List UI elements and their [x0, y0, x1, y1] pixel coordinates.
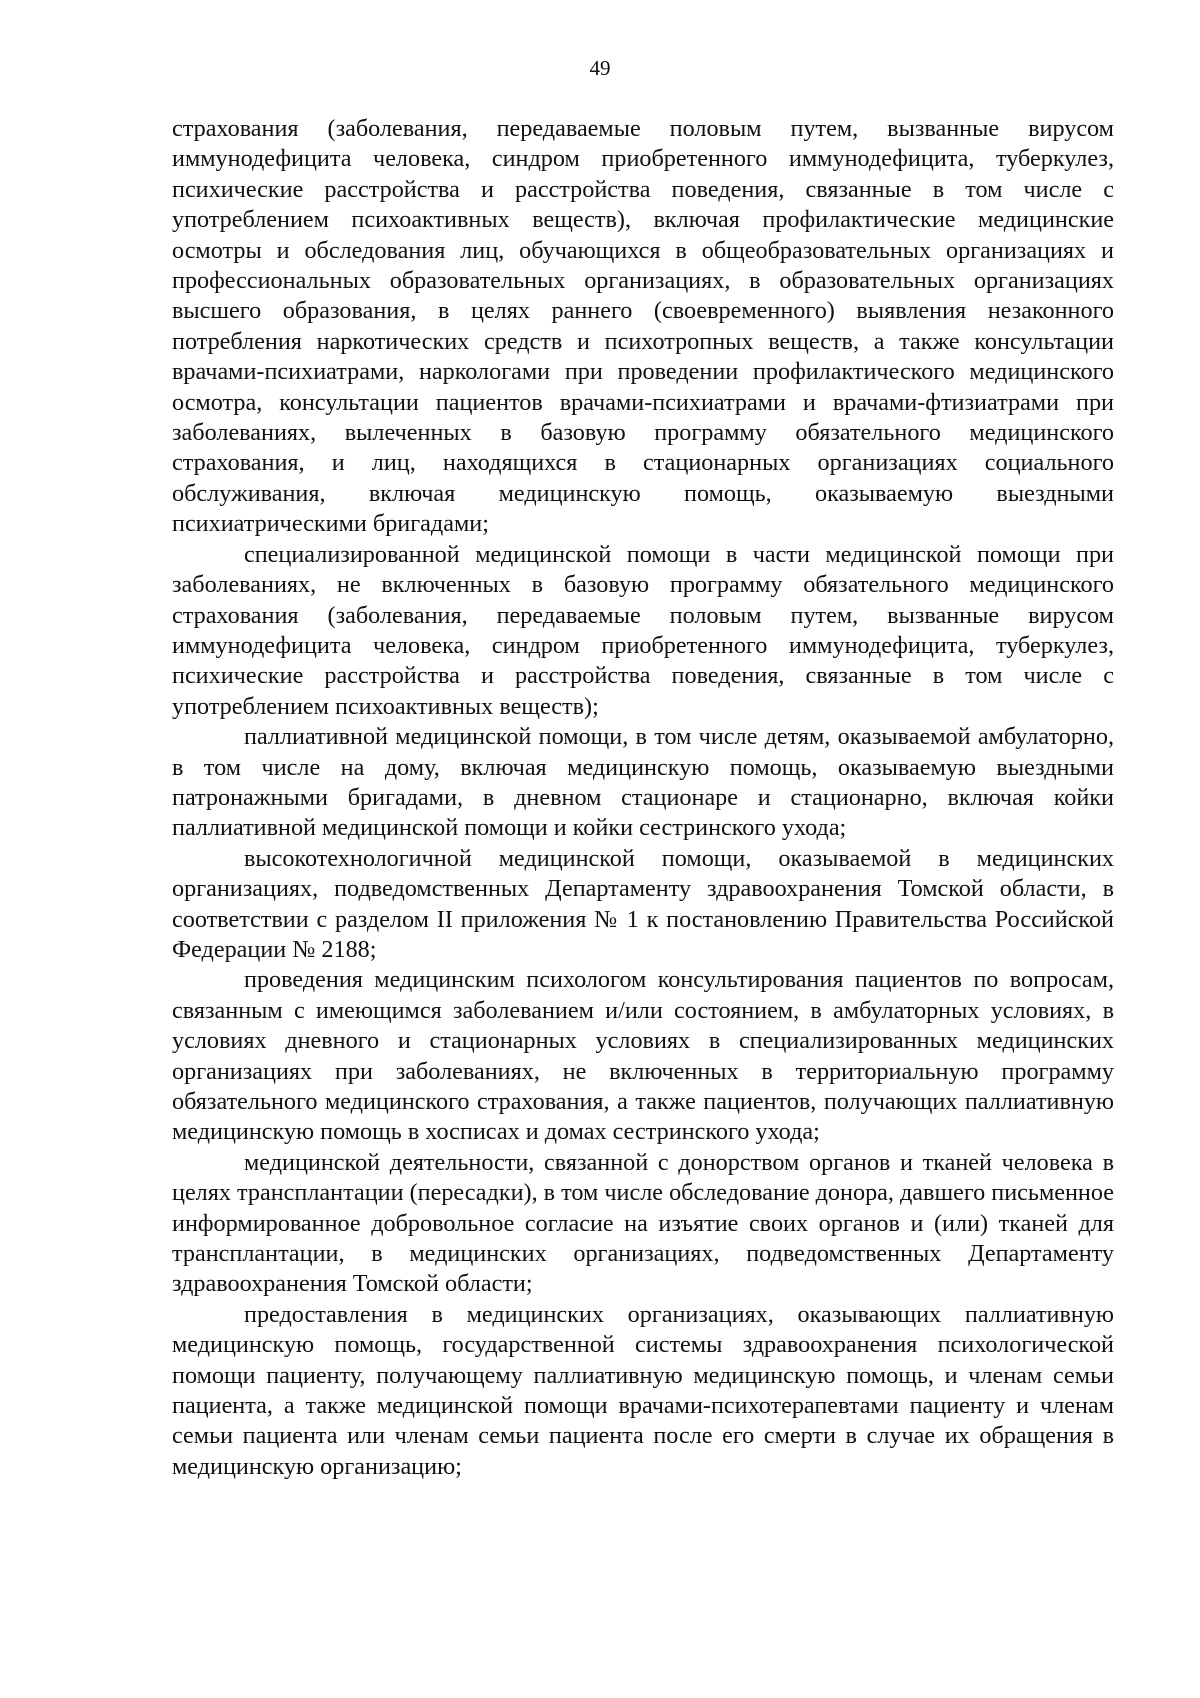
paragraph-psychological-support: предоставления в медицинских организациях, оказывающих паллиативную медицинскую помощь, государственной системы здравоохранения психологической помощи пациенту, получающему паллиативную медицинскую помощь, и членам семьи пациента, а также медицинской помощи врачами-психотерапевтами пациенту и членам семьи пациента или членам семьи пациента после его смерти в случае их обращения в медицинскую организацию;	[172, 1300, 1114, 1480]
paragraph-palliative-care: паллиативной медицинской помощи, в том числе детям, оказываемой амбулаторно, в том числе на дому, включая медицинскую помощь, оказываемую выездными патронажными бригадами, в дневном стационаре и стационарно, включая койки паллиативной медицинской помощи и койки сестринского ухода;	[172, 723, 1114, 842]
paragraph-continuation: страхования (заболевания, передаваемые половым путем, вызванные вирусом иммунодефицита человека, синдром приобретенного иммунодефицита, туберкулез, психические расстройства и расстройства поведения, связанные в том числе с употреблением психоактивных веществ), включая профилактические медицинские осмотры и обследования лиц, обучающихся в общеобразовательных организациях и профессиональных образовательных организациях, в образовательных организациях высшего образования, в целях раннего (своевременного) выявления незаконного потребления наркотических средств и психотропных веществ, а также консультации врачами-психиатрами, наркологами при проведении профилактического медицинского осмотра, консультации пациентов врачами-психиатрами и врачами-фтизиатрами при заболеваниях, вылеченных в базовую программу обязательного медицинского страхования, и лиц, находящихся в стационарных организациях социального обслуживания, включая медицинскую помощь, оказываемую выездными психиатрическими бригадами;	[172, 115, 1114, 538]
document-body	[172, 114, 1114, 1482]
paragraph-high-tech-care: высокотехнологичной медицинской помощи, оказываемой в медицинских организациях, подведомственных Департаменту здравоохранения Томской области, в соответствии с разделом II приложения № 1 к постановлению Правительства Российской Федерации № 2188;	[172, 844, 1114, 963]
paragraph-specialized-care: специализированной медицинской помощи в части медицинской помощи при заболеваниях, не включенных в базовую программу обязательного медицинского страхования (заболевания, передаваемые половым путем, вызванные вирусом иммунодефицита человека, синдром приобретенного иммунодефицита, туберкулез, психические расстройства и расстройства поведения, связанные в том числе с употреблением психоактивных веществ);	[172, 540, 1114, 720]
paragraph-psychologist-consulting: проведения медицинским психологом консультирования пациентов по вопросам, связанным с имеющимся заболеванием и/или состоянием, в амбулаторных условиях, в условиях дневного и стационарных условиях в специализированных медицинских организациях при заболеваниях, не включенных в территориальную программу обязательного медицинского страхования, а также пациентов, получающих паллиативную медицинскую помощь в хосписах и домах сестринского ухода;	[172, 966, 1114, 1146]
page-number: 49	[589, 56, 611, 80]
paragraph-organ-donation: медицинской деятельности, связанной с донорством органов и тканей человека в целях трансплантации (пересадки), в том числе обследование донора, давшего письменное информированное добровольное согласие на изъятие своих органов и (или) тканей для трансплантации, в медицинских организациях, подведомственных Департаменту здравоохранения Томской области;	[172, 1148, 1114, 1298]
